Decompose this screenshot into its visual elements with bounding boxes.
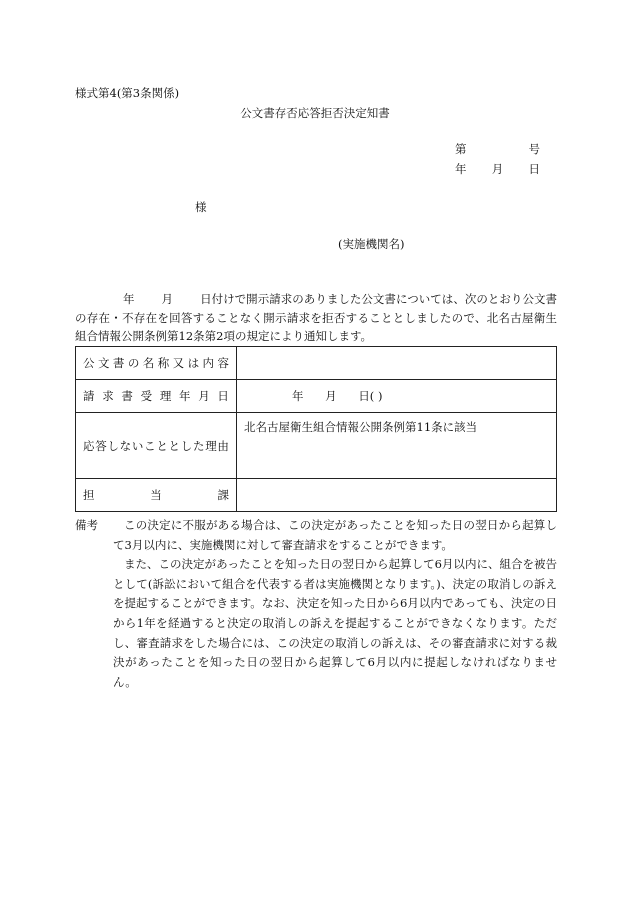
addressee-honorific: 様 [195,200,207,214]
label-char: は [187,356,200,370]
document-number [455,141,540,157]
label-char: 受 [140,389,153,403]
label-char: 書 [121,389,133,403]
label-char: た [192,438,205,453]
form-number: 様式第4(第3条関係) [75,86,180,100]
label-char: と [156,438,168,453]
label-char: 課 [217,488,229,502]
intro-month: 月 [161,292,174,306]
remarks-section [75,516,557,692]
label-char: 由 [217,438,229,453]
issue-date-year: 年 [455,162,467,176]
issue-date [455,161,540,177]
label-char: 応 [83,438,95,453]
label-char: し [180,438,193,453]
agency-name-placeholder: (実施機関名) [338,237,405,251]
document-title: 公文書存否応答拒否決定知書 [240,106,390,120]
label-char: 容 [217,356,229,370]
label-char: 文 [97,356,110,370]
intro-year: 年 [123,292,135,306]
row-value-department [237,479,557,512]
intro-body: 日付けで開示請求のありました公文書については、次のとおり公文書の存在・不存在を回答することなく開示請求を拒否することとしましたので、北名古屋衛生組合情報公開条例第12条第2項の規定により通知します。 [75,292,557,343]
label-char: 又 [172,356,185,370]
label-char: 当 [150,488,162,502]
row-value-receipt-date [237,380,557,413]
label-char: 請 [83,389,95,403]
label-char: の [127,356,140,370]
label-char: 求 [102,389,114,403]
label-char: し [107,438,119,453]
intro-paragraph [75,290,557,346]
issue-date-month: 月 [491,162,504,176]
row-label-reason [76,413,237,479]
row-label-department [76,479,237,512]
doc-number-suffix: 号 [528,142,540,156]
label-char: 公 [83,356,95,370]
label-char: 年 [179,389,191,403]
label-char: こ [144,438,156,453]
remarks-paragraph-lawsuit: また、この決定があったことを知った日の翌日から起算して6月以内に、組合を被告として(訴訟において組合を代表する者は実施機関となります。)、決定の取消しの訴えを提起することができます。なお、決定を知った日から6月以内であっても、決定の日から1年を経過すると決定の取消しの訴えを提起することができなくなります。ただし、審査請求をした場合には、この決定の取消しの訴えは、その審査請求に対する裁決があったことを知った日の翌日から起算して6月以内に提起しなければなりません。 [113,557,557,689]
label-char: 理 [159,389,172,403]
table-row [76,413,557,479]
label-char: 月 [198,389,210,403]
doc-number-prefix: 第 [455,142,467,156]
receipt-year: 年 [292,389,304,403]
label-char: 日 [217,389,229,403]
receipt-day: 日( ) [358,389,383,403]
row-label-document-name [76,347,237,380]
label-char: と [168,438,181,453]
label-char: 答 [95,438,107,453]
label-char: 担 [83,488,95,502]
receipt-month: 月 [325,389,337,403]
label-char: 名 [142,356,155,370]
remarks-paragraph-appeal: この決定に不服がある場合は、この決定があったことを知った日の翌日から起算して3月以内に、実施機関に対して審査請求をすることができます。 [113,518,557,552]
label-char: な [119,438,132,453]
table-row [76,347,557,380]
label-char: 称 [157,356,170,370]
decision-table [75,346,557,512]
table-row [76,380,557,413]
row-value-reason: 北名古屋衛生組合情報公開条例第11条に該当 [237,413,557,479]
label-char: 理 [205,438,217,453]
row-value-document-name [237,347,557,380]
label-char: 内 [202,356,214,370]
remarks-heading: 備考 [75,518,98,532]
table-row [76,479,557,512]
label-char: い [131,438,144,453]
row-label-receipt-date [76,380,237,413]
issue-date-day: 日 [528,162,540,176]
label-char: 書 [112,356,125,370]
